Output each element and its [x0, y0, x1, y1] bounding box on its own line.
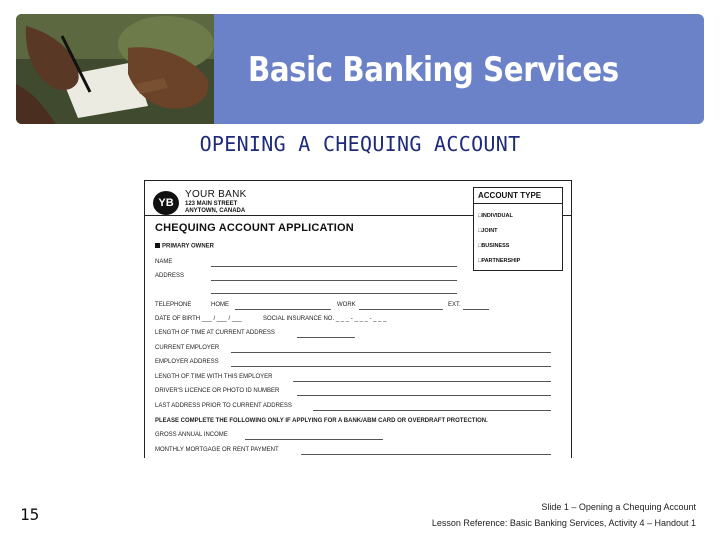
- account-type-divider: [474, 203, 562, 204]
- banner-title: Basic Banking Services: [248, 50, 619, 90]
- licence-field[interactable]: [297, 395, 551, 396]
- home-phone-field[interactable]: [235, 309, 331, 310]
- time-at-address-label: LENGTH OF TIME AT CURRENT ADDRESS: [155, 330, 275, 336]
- current-employer-field[interactable]: [231, 352, 551, 353]
- bank-logo-icon: YB: [153, 191, 179, 215]
- date-of-birth-field[interactable]: DATE OF BIRTH ___ / ___ / ___: [155, 316, 242, 322]
- mortgage-payment-label: MONTHLY MORTGAGE OR RENT PAYMENT: [155, 447, 279, 453]
- application-title: CHEQUING ACCOUNT APPLICATION: [155, 222, 354, 234]
- bank-name: YOUR BANK: [185, 189, 247, 200]
- bank-address-line1: 123 MAIN STREET: [185, 201, 238, 207]
- name-label: NAME: [155, 259, 173, 265]
- account-type-partnership-checkbox[interactable]: □ PARTNERSHIP: [478, 258, 520, 264]
- gross-income-label: GROSS ANNUAL INCOME: [155, 432, 228, 438]
- gross-income-field[interactable]: [245, 439, 383, 440]
- hands-writing-image: [16, 14, 214, 124]
- telephone-label: TELEPHONE: [155, 302, 192, 308]
- work-phone-label: WORK: [337, 302, 356, 308]
- chequing-application-form: [144, 180, 572, 458]
- square-bullet-icon: [155, 243, 160, 248]
- time-with-employer-label: LENGTH OF TIME WITH THIS EMPLOYER: [155, 374, 273, 380]
- address-field-line2[interactable]: [211, 293, 457, 294]
- header-divider-right: [563, 215, 572, 216]
- bank-address: [185, 201, 245, 215]
- current-employer-label: CURRENT EMPLOYER: [155, 345, 220, 351]
- account-type-individual-checkbox[interactable]: □ INDIVIDUAL: [478, 213, 513, 219]
- bank-address-line2: ANYTOWN, CANADA: [185, 208, 246, 214]
- primary-owner-heading: PRIMARY OWNER: [155, 243, 214, 250]
- lesson-reference: Lesson Reference: Basic Banking Services, Activity 4 – Handout 1: [431, 518, 696, 528]
- mortgage-payment-field[interactable]: [301, 454, 551, 455]
- header-banner: [16, 14, 704, 124]
- last-address-label: LAST ADDRESS PRIOR TO CURRENT ADDRESS: [155, 403, 292, 409]
- account-type-box: [473, 187, 563, 271]
- time-at-address-field[interactable]: [297, 337, 355, 338]
- account-type-title: ACCOUNT TYPE: [478, 191, 542, 200]
- last-address-field[interactable]: [313, 410, 551, 411]
- card-notice: PLEASE COMPLETE THE FOLLOWING ONLY IF APPLYING FOR A BANK/ABM CARD OR OVERDRAFT PROTECTION.: [155, 418, 488, 424]
- social-insurance-field[interactable]: SOCIAL INSURANCE NO. _ _ _ - _ _ _ - _ _ _: [263, 316, 387, 322]
- work-phone-field[interactable]: [359, 309, 443, 310]
- name-field[interactable]: [211, 266, 457, 267]
- banner-photo: [16, 14, 214, 124]
- address-label: ADDRESS: [155, 273, 185, 279]
- time-with-employer-field[interactable]: [293, 381, 551, 382]
- account-type-joint-checkbox[interactable]: □ JOINT: [478, 228, 498, 234]
- extension-field[interactable]: [463, 309, 489, 310]
- licence-label: DRIVER'S LICENCE OR PHOTO ID NUMBER: [155, 388, 280, 394]
- extension-label: EXT.: [448, 302, 461, 308]
- address-field[interactable]: [211, 280, 457, 281]
- header-divider: [145, 215, 473, 216]
- slide-number: 15: [20, 505, 40, 524]
- employer-address-label: EMPLOYER ADDRESS: [155, 359, 219, 365]
- slide-reference: Slide 1 – Opening a Chequing Account: [541, 502, 696, 512]
- home-phone-label: HOME: [211, 302, 229, 308]
- employer-address-field[interactable]: [231, 366, 551, 367]
- account-type-business-checkbox[interactable]: □ BUSINESS: [478, 243, 509, 249]
- slide-title: OPENING A CHEQUING ACCOUNT: [199, 132, 521, 156]
